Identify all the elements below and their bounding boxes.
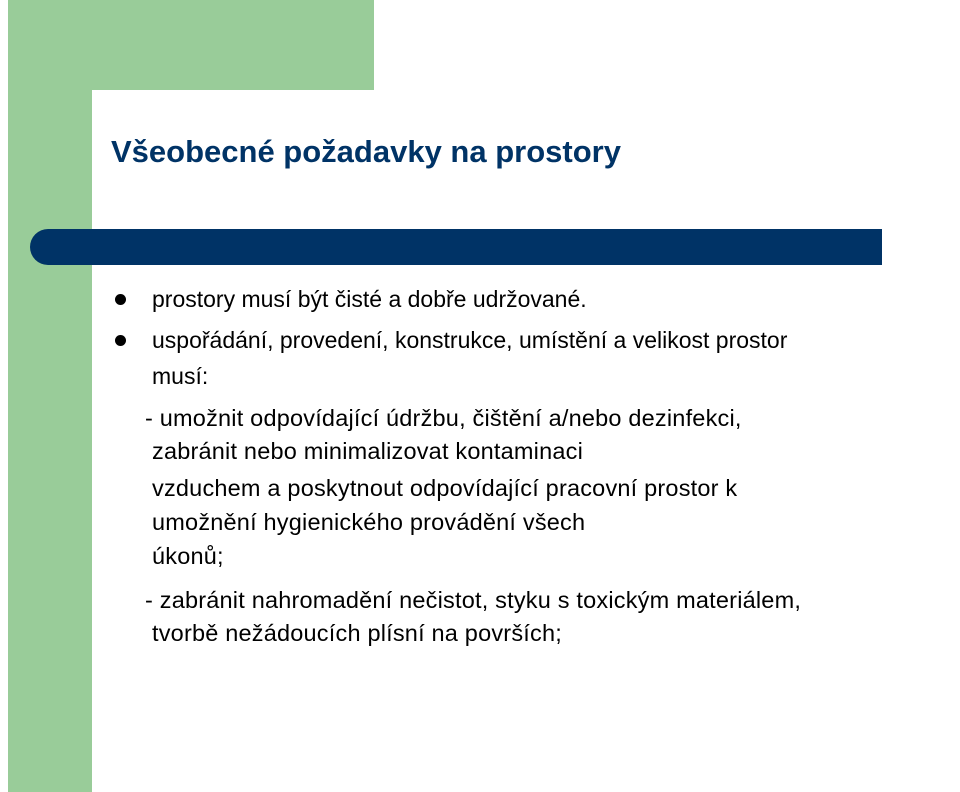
bullet-text-continuation: musí:: [152, 363, 209, 389]
sub-item-text-continuation: vzduchem a poskytnout odpovídající pracovní prostor k: [152, 475, 738, 501]
bullet-dot-icon: [115, 294, 126, 305]
sub-item-text-continuation: umožnění hygienického provádění všech: [152, 509, 586, 535]
bullet-text: prostory musí být čisté a dobře udržované.: [152, 286, 587, 312]
slide-title: Všeobecné požadavky na prostory: [111, 134, 621, 169]
sub-item-text-continuation: tvorbě nežádoucích plísní na površích;: [152, 620, 562, 646]
bullet-dot-icon: [115, 335, 126, 346]
bullet-text: uspořádání, provedení, konstrukce, umístění a velikost prostor: [152, 327, 788, 353]
sub-item-text: - umožnit odpovídající údržbu, čištění a/nebo dezinfekci,: [145, 405, 742, 431]
sub-item-text: - zabránit nahromadění nečistot, styku s toxickým materiálem,: [145, 587, 802, 613]
sub-item-text-continuation: úkonů;: [152, 543, 224, 569]
sub-item-text-continuation: zabránit nebo minimalizovat kontaminaci: [152, 438, 584, 464]
